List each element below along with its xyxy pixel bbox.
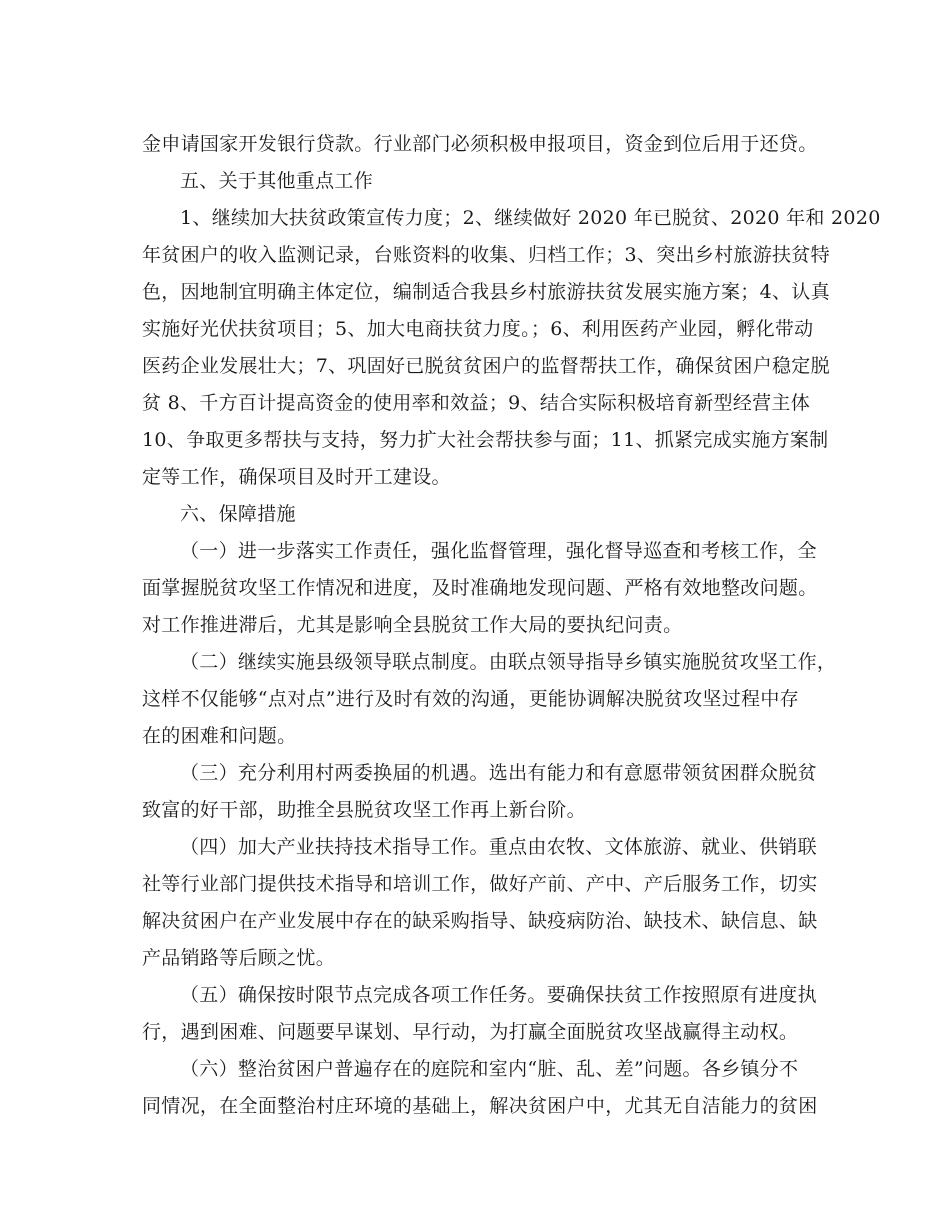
text-line: （三）充分利用村两委换届的机遇。选出有能力和有意愿带领贫困群众脱贫 xyxy=(180,762,817,784)
text-line: 行，遇到困难、问题要早谋划、早行动，为打赢全面脱贫攻坚战赢得主动权。 xyxy=(142,1021,799,1043)
text-line: （五）确保按时限节点完成各项工作任务。要确保扶贫工作按照原有进度执 xyxy=(180,984,817,1006)
text-line: 医药企业发展壮大；7、巩固好已脱贫贫困户的监督帮扶工作，确保贫困户稳定脱 xyxy=(142,355,830,377)
text-line: 面掌握脱贫攻坚工作情况和进度，及时准确地发现问题、严格有效地整改问题。 xyxy=(142,577,818,599)
text-line: 色，因地制宜明确主体定位，编制适合我县乡村旅游扶贫发展实施方案；4、认真 xyxy=(142,281,830,303)
text-line: 10、争取更多帮扶与支持，努力扩大社会帮扶参与面；11、抓紧完成实施方案制 xyxy=(142,429,829,451)
text-line: 社等行业部门提供技术指导和培训工作，做好产前、产中、产后服务工作，切实 xyxy=(142,873,818,895)
text-line: （四）加大产业扶持技术指导工作。重点由农牧、文体旅游、就业、供销联 xyxy=(180,836,817,858)
text-line: （一）进一步落实工作责任，强化监督管理，强化督导巡查和考核工作，全 xyxy=(180,540,817,562)
text-line: 同情况，在全面整治村庄环境的基础上，解决贫困户中，尤其无自洁能力的贫困 xyxy=(142,1095,818,1117)
text-line: （六）整治贫困户普遍存在的庭院和室内“脏、乱、差”问题。各乡镇分不 xyxy=(180,1058,799,1080)
text-line: 产品销路等后顾之忧。 xyxy=(142,947,336,969)
text-line: 致富的好干部，助推全县脱贫攻坚工作再上新台阶。 xyxy=(142,799,586,821)
section-heading: 六、保障措施 xyxy=(180,503,296,525)
text-line: 解决贫困户在产业发展中存在的缺采购指导、缺疫病防治、缺技术、缺信息、缺 xyxy=(142,910,818,932)
text-line: 实施好光伏扶贫项目；5、加大电商扶贫力度。；6、利用医药产业园，孵化带动 xyxy=(142,318,814,340)
text-line: 对工作推进滞后，尤其是影响全县脱贫工作大局的要执纪问责。 xyxy=(142,614,683,636)
text-line: 1、继续加大扶贫政策宣传力度；2、继续做好 2020 年已脱贫、2020 年和 2020 xyxy=(180,207,881,229)
text-line: 定等工作，确保项目及时开工建设。 xyxy=(142,466,451,488)
text-line: 这样不仅能够“点对点”进行及时有效的沟通，更能协调解决脱贫攻坚过程中存 xyxy=(142,688,799,710)
section-heading: 五、关于其他重点工作 xyxy=(180,170,374,192)
text-line: 金申请国家开发银行贷款。行业部门必须积极申报项目，资金到位后用于还贷。 xyxy=(142,133,818,155)
text-line: 年贫困户的收入监测记录，台账资料的收集、归档工作；3、突出乡村旅游扶贫特 xyxy=(142,244,830,266)
text-line: 贫 8、千方百计提高资金的使用率和效益；9、结合实际积极培育新型经营主体 xyxy=(142,392,811,414)
text-line: （二）继续实施县级领导联点制度。由联点领导指导乡镇实施脱贫攻坚工作， xyxy=(180,651,837,673)
text-line: 在的困难和问题。 xyxy=(142,725,297,747)
